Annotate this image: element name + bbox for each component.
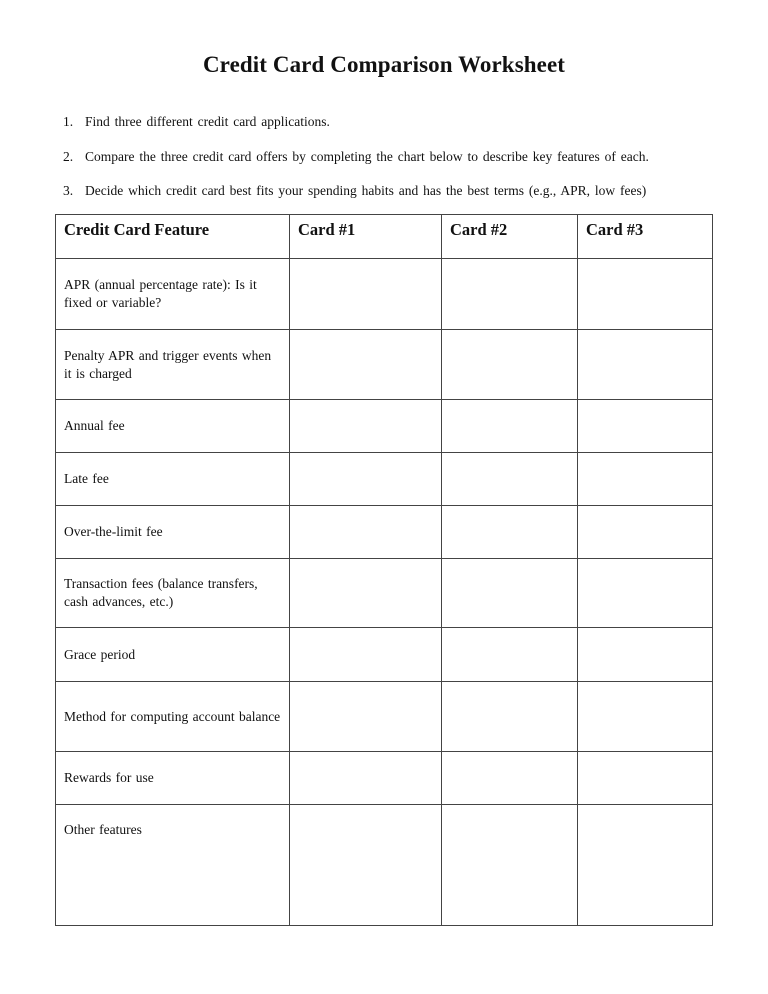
- card-1-cell[interactable]: [290, 400, 442, 453]
- table-row: [56, 259, 713, 330]
- card-2-cell[interactable]: [442, 682, 578, 752]
- feature-cell: Grace period: [56, 628, 290, 682]
- instruction-item: [63, 113, 743, 148]
- card-3-cell[interactable]: [578, 628, 713, 682]
- comparison-table: [55, 214, 713, 926]
- card-3-cell[interactable]: [578, 400, 713, 453]
- table-row: [56, 453, 713, 506]
- feature-cell: Rewards for use: [56, 752, 290, 805]
- header-card-3: Card #3: [578, 215, 713, 259]
- page-title: Credit Card Comparison Worksheet: [202, 52, 566, 77]
- card-1-cell[interactable]: [290, 559, 442, 628]
- header-card-1: Card #1: [290, 215, 442, 259]
- table-row: [56, 506, 713, 559]
- feature-cell: Method for computing account balance: [56, 682, 290, 752]
- card-1-cell[interactable]: [290, 453, 442, 506]
- card-1-cell[interactable]: [290, 628, 442, 682]
- instruction-item: [63, 182, 743, 217]
- card-2-cell[interactable]: [442, 805, 578, 926]
- feature-cell: APR (annual percentage rate): Is it fixed or variable?: [56, 259, 290, 330]
- feature-cell: Annual fee: [56, 400, 290, 453]
- instruction-text: Find three different credit card applications.: [85, 114, 330, 129]
- card-1-cell[interactable]: [290, 805, 442, 926]
- feature-cell: Other features: [56, 805, 290, 926]
- card-2-cell[interactable]: [442, 453, 578, 506]
- card-3-cell[interactable]: [578, 805, 713, 926]
- instruction-item: [63, 148, 743, 183]
- card-3-cell[interactable]: [578, 259, 713, 330]
- card-3-cell[interactable]: [578, 682, 713, 752]
- card-1-cell[interactable]: [290, 330, 442, 400]
- card-3-cell[interactable]: [578, 506, 713, 559]
- instruction-text: Compare the three credit card offers by completing the chart below to describe key features of each.: [85, 148, 649, 164]
- table-row: [56, 628, 713, 682]
- card-1-cell[interactable]: [290, 682, 442, 752]
- table-row: [56, 682, 713, 752]
- instruction-number: 2.: [63, 148, 74, 164]
- card-3-cell[interactable]: [578, 330, 713, 400]
- card-2-cell[interactable]: [442, 559, 578, 628]
- card-2-cell[interactable]: [442, 400, 578, 453]
- feature-cell: Late fee: [56, 453, 290, 506]
- table-row: [56, 330, 713, 400]
- instruction-number: 3.: [63, 183, 74, 198]
- card-1-cell[interactable]: [290, 506, 442, 559]
- feature-cell: Transaction fees (balance transfers, cash advances, etc.): [56, 559, 290, 628]
- card-2-cell[interactable]: [442, 752, 578, 805]
- card-3-cell[interactable]: [578, 752, 713, 805]
- card-1-cell[interactable]: [290, 259, 442, 330]
- instructions-list: [63, 113, 743, 217]
- card-3-cell[interactable]: [578, 559, 713, 628]
- table-header-row: [56, 215, 713, 259]
- instruction-text: Decide which credit card best fits your spending habits and has the best terms (e.g., APR, low fees): [85, 183, 647, 198]
- table-row: [56, 752, 713, 805]
- card-2-cell[interactable]: [442, 628, 578, 682]
- header-card-2: Card #2: [442, 215, 578, 259]
- table-row: [56, 400, 713, 453]
- feature-cell: Over-the-limit fee: [56, 506, 290, 559]
- card-2-cell[interactable]: [442, 259, 578, 330]
- feature-cell: Penalty APR and trigger events when it is charged: [56, 330, 290, 400]
- table-row: [56, 805, 713, 926]
- card-3-cell[interactable]: [578, 453, 713, 506]
- card-2-cell[interactable]: [442, 506, 578, 559]
- card-2-cell[interactable]: [442, 330, 578, 400]
- table-row: [56, 559, 713, 628]
- card-1-cell[interactable]: [290, 752, 442, 805]
- instruction-number: 1.: [63, 114, 74, 129]
- header-feature: Credit Card Feature: [56, 215, 290, 259]
